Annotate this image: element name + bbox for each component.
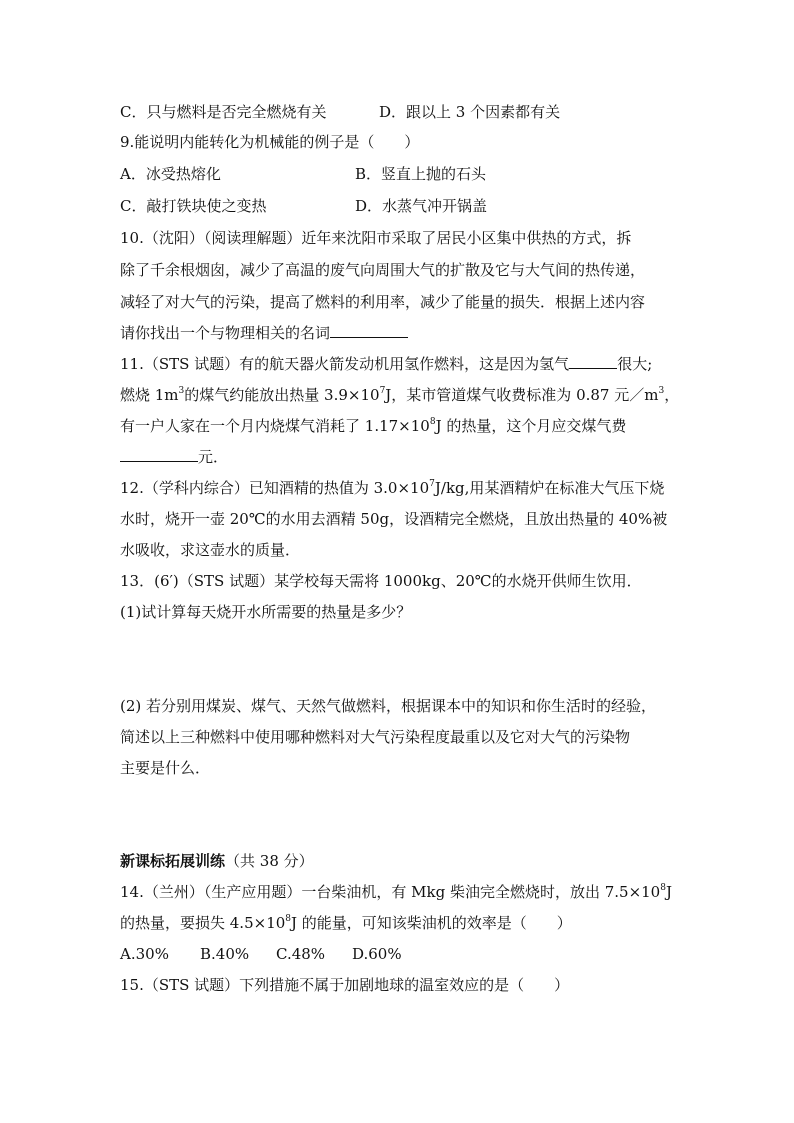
q13-sub-1: (1)试计算每天烧开水所需要的热量是多少？	[120, 603, 412, 621]
q13-sub-2-line-3: 主要是什么．	[120, 759, 211, 777]
q11-text: 的煤气约能放出热量 3.9×10	[184, 386, 380, 404]
q11-sup: 3	[658, 386, 665, 396]
q10-line-2: 除了千余根烟囱，减少了高温的废气向周围大气的扩散及它与大气间的热传递，	[120, 261, 646, 279]
q11-blank-1[interactable]	[569, 354, 617, 369]
q11-text: ，	[664, 386, 680, 404]
q14-option-b: B.40%	[200, 945, 250, 963]
q12-line-2: 水时，烧开一壶 20℃的水用去酒精 50g，设酒精完全燃烧，且放出热量的 40%被	[120, 510, 668, 528]
q14-line-2	[120, 913, 572, 933]
q11-line-2	[120, 385, 679, 405]
q14-option-a: A.30%	[120, 945, 169, 963]
q11-line-1-end: 很大;	[617, 355, 653, 373]
q10-line-3: 减轻了对大气的污染，提高了燃料的利用率，减少了能量的损失．根据上述内容	[120, 293, 646, 311]
q14-option-c: C.48%	[276, 945, 326, 963]
q10-line-1: 10.（沈阳）（阅读理解题）近年来沈阳市采取了居民小区集中供热的方式，拆	[120, 229, 632, 247]
q11-line-4	[120, 447, 228, 467]
q11-sup: 7	[379, 386, 386, 396]
q14-text: J	[665, 883, 672, 901]
section-header	[120, 851, 314, 871]
q12-sup: 7	[429, 479, 435, 489]
q11-line-1	[120, 354, 652, 374]
q14-text: 的热量，要损失 4.5×10	[120, 914, 286, 932]
q9-stem: 9.能说明内能转化为机械能的例子是（ ）	[120, 133, 420, 151]
q13-stem: 13．(6′)（STS 试题）某学校每天需将 1000kg、20℃的水烧开供师生饮用．	[120, 572, 642, 590]
q11-text: J 的热量，这个月应交煤气费	[435, 417, 627, 435]
q9-option-a: A．冰受热熔化	[120, 165, 221, 183]
q12-line-1	[120, 478, 664, 498]
q9-option-c: C．敲打铁块使之变热	[120, 197, 267, 215]
q9-option-d: D．水蒸气冲开锅盖	[355, 197, 488, 215]
q10-line-4-text: 请你找出一个与物理相关的名词	[120, 324, 331, 342]
q11-line-3	[120, 416, 626, 436]
q8-option-c: C．只与燃料是否完全燃烧有关	[120, 103, 327, 121]
section-title: 新课标拓展训练	[120, 852, 226, 870]
q11-sup: 3	[178, 386, 185, 396]
q14-text: J 的能量，可知该柴油机的效率是（ ）	[291, 914, 572, 932]
q8-option-d: D．跟以上 3 个因素都有关	[379, 103, 561, 121]
q11-text: 有一户人家在一个月内烧煤气消耗了 1.17×10	[120, 417, 430, 435]
q10-answer-blank[interactable]	[330, 323, 408, 338]
q11-text: 燃烧 1m	[120, 386, 179, 404]
q11-line-1-text: 11.（STS 试题）有的航天器火箭发动机用氢作燃料，这是因为氢气	[120, 355, 570, 373]
q11-text: J，某市管道煤气收费标准为 0.87 元／m	[385, 386, 659, 404]
q13-sub-2-line-2: 简述以上三种燃料中使用哪种燃料对大气污染程度最重以及它对大气的污染物	[120, 728, 631, 746]
q10-line-4	[120, 323, 408, 343]
q11-blank-2[interactable]	[120, 447, 198, 462]
section-score: （共 38 分）	[225, 852, 314, 870]
q13-sub-2-line-1: (2) 若分别用煤炭、煤气、天然气做燃料，根据课本中的知识和你生活时的经验，	[120, 697, 657, 715]
q9-option-b: B．竖直上抛的石头	[355, 165, 487, 183]
q12-text: J/kg,用某酒精炉在标准大气压下烧	[434, 479, 665, 497]
q11-sup: 8	[429, 417, 436, 427]
q11-line-4-text: 元．	[198, 448, 229, 466]
q14-text: 14.（兰州）（生产应用题）一台柴油机，有 Mkg 柴油完全燃烧时，放出 7.5×10	[120, 883, 661, 901]
q14-option-d: D.60%	[352, 945, 402, 963]
q15-stem: 15.（STS 试题）下列措施不属于加剧地球的温室效应的是（ ）	[120, 976, 570, 994]
q14-line-1	[120, 882, 672, 902]
q12-line-3: 水吸收，求这壶水的质量．	[120, 541, 301, 559]
q14-sup: 8	[285, 914, 292, 924]
q12-text: 12.（学科内综合）已知酒精的热值为 3.0×10	[120, 479, 430, 497]
q14-sup: 8	[660, 883, 666, 893]
